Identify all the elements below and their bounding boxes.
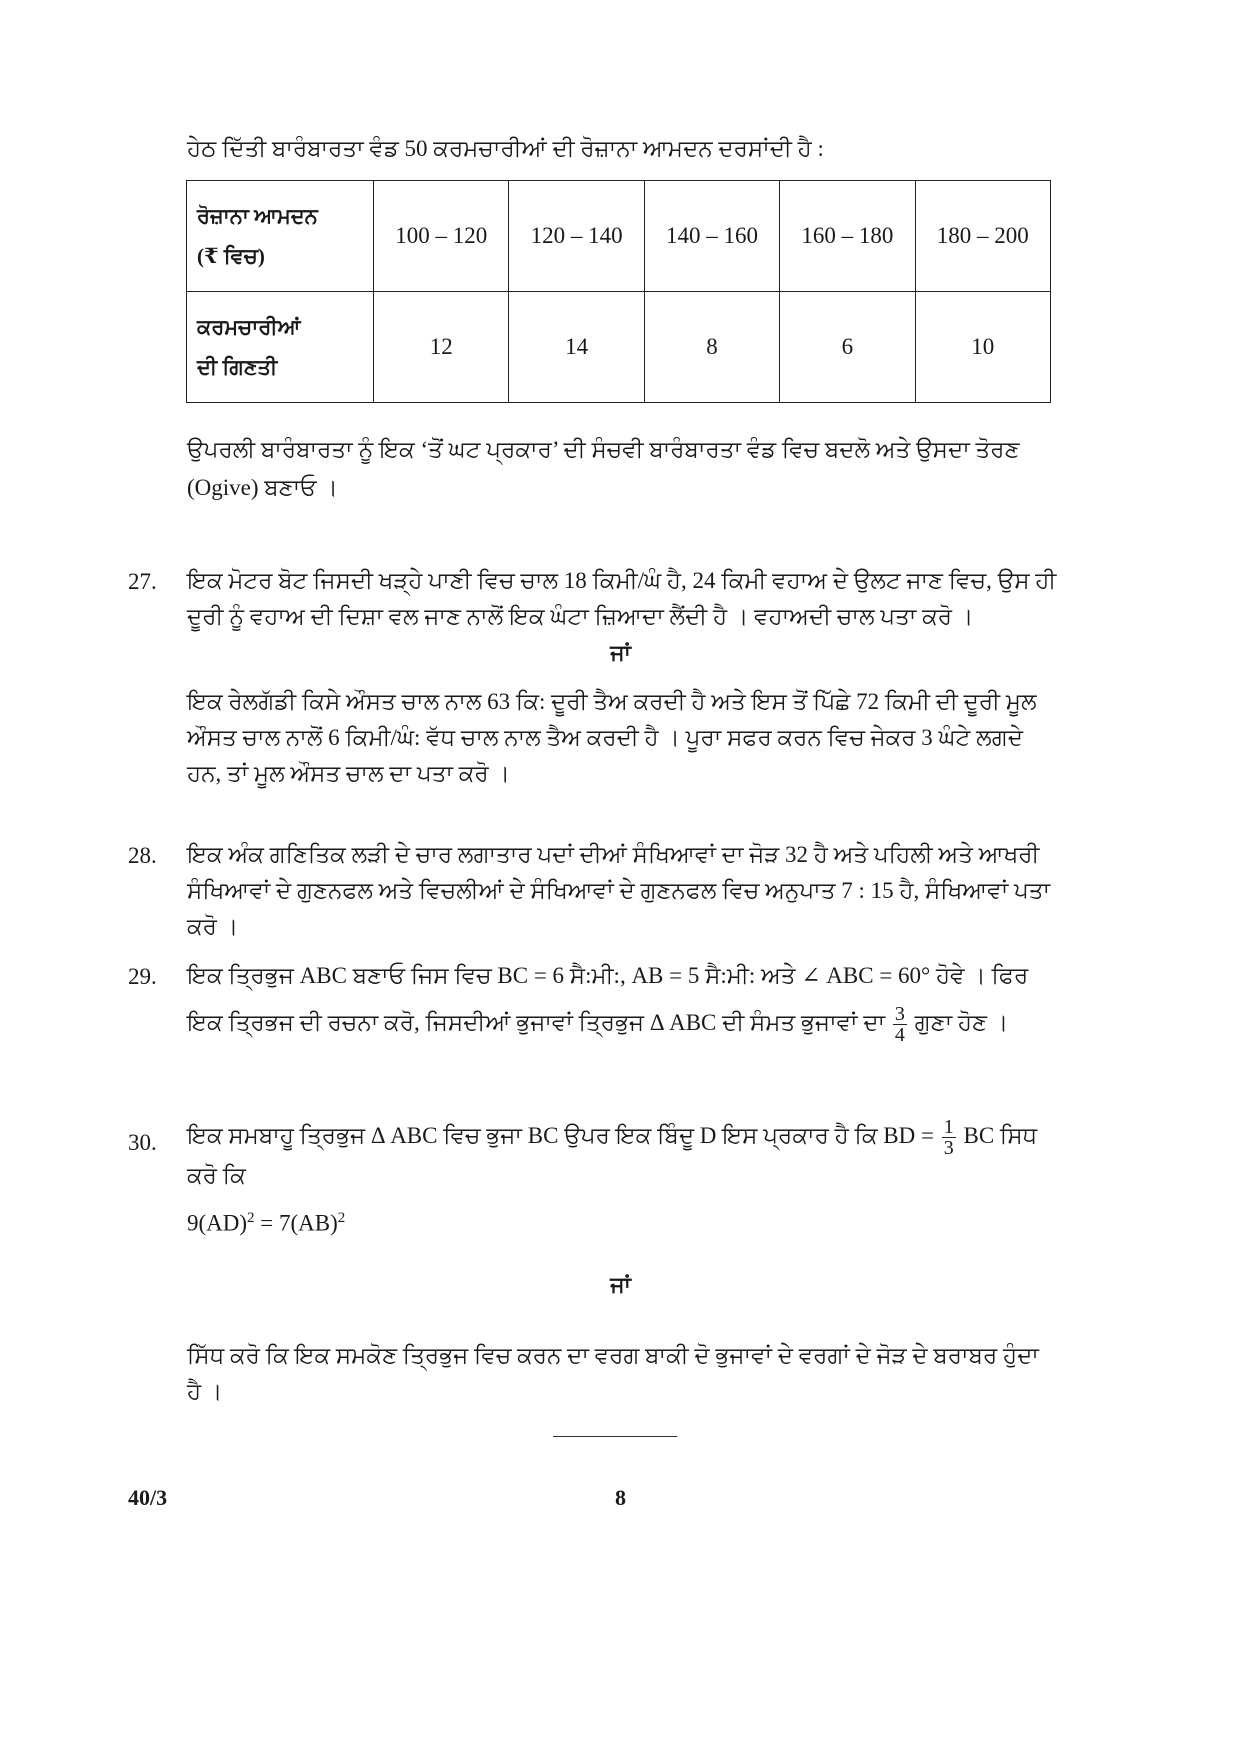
- question-28-text: ਇਕ ਅੰਕ ਗਣਿਤਿਕ ਲੜੀ ਦੇ ਚਾਰ ਲਗਾਤਾਰ ਪਦਾਂ ਦੀਆਂ ਸੰਖਿਆਵਾਂ ਦਾ ਜੋੜ 32 ਹੈ ਅਤੇ ਪਹਿਲੀ ਅਤੇ ਆਖਰੀ ਸੰਖਿਆਵਾਂ ਦੇ ਗੁਣਨਫਲ ਅਤੇ ਵਿਚਲੀਆਂ ਦੇ ਸੰਖਿਆਵਾਂ ਦੇ ਗੁਣਨਫਲ ਵਿਚ ਅਨੁਪਾਤ 7 : 15 ਹੈ, ਸੰਖਿਆਵਾਂ ਪਤਾ ਕਰੋ ।: [187, 842, 1051, 939]
- table-cell-count: 8: [644, 292, 779, 403]
- equation-exponent: 2: [337, 1210, 346, 1226]
- row-header-line: ਦੀ ਗਿਣਤੀ: [197, 355, 278, 379]
- table-cell-class: 160 – 180: [780, 181, 915, 292]
- question-29-line2: [187, 1004, 1057, 1045]
- q26-instruction: ਉਪਰਲੀ ਬਾਰੰਬਾਰਤਾ ਨੂੰ ਇਕ ‘ਤੋਂ ਘਟ ਪ੍ਰਕਾਰ’ ਦੀ ਸੰਚਵੀ ਬਾਰੰਬਾਰਤਾ ਵੰਡ ਵਿਚ ਬਦਲੋ ਅਤੇ ਉਸਦਾ ਤੋਰਣ (Ogive) ਬਣਾਓ ।: [187, 437, 1020, 500]
- table-row-income: [187, 181, 1051, 292]
- equation-exponent: 2: [247, 1210, 255, 1226]
- fraction-one-third: [942, 1117, 956, 1158]
- frequency-table: [186, 180, 1051, 403]
- question-29-line1: ਇਕ ਤ੍ਰਿਭੁਜ ABC ਬਣਾਓ ਜਿਸ ਵਿਚ BC = 6 ਸੈ:ਮੀ:, AB = 5 ਸੈ:ਮੀ: ਅਤੇ ∠ ABC = 60° ਹੋਵੇ । ਫਿਰ: [187, 963, 1029, 988]
- fraction-three-quarters: [893, 1004, 907, 1045]
- table-cell-class: 120 – 140: [509, 181, 644, 292]
- question-30-equation: [187, 1200, 1057, 1242]
- question-29-line2-pre: ਇਕ ਤ੍ਰਿਭਜ ਦੀ ਰਚਨਾ ਕਰੋ, ਜਿਸਦੀਆਂ ਭੁਜਾਵਾਂ ਤ੍ਰਿਭੁਜ Δ ABC ਦੀ ਸੰਮਤ ਭੁਜਾਵਾਂ ਦਾ: [187, 1009, 886, 1035]
- table-cell-count: 10: [915, 292, 1050, 403]
- fraction-numerator: 1: [943, 1116, 954, 1138]
- question-30-line1: [187, 1117, 1057, 1194]
- question-number: 30.: [128, 1130, 157, 1155]
- question-27-text: ਇਕ ਮੋਟਰ ਬੋਟ ਜਿਸਦੀ ਖੜ੍ਹੇ ਪਾਣੀ ਵਿਚ ਚਾਲ 18 ਕਿਮੀ/ਘੰ ਹੈ, 24 ਕਿਮੀ ਵਹਾਅ ਦੇ ਉਲਟ ਜਾਣ ਵਿਚ, ਉਸ ਹੀ ਦੂਰੀ ਨੂੰ ਵਹਾਅ ਦੀ ਦਿਸ਼ਾ ਵਲ ਜਾਣ ਨਾਲੋਂ ਇਕ ਘੰਟਾ ਜ਼ਿਆਦਾ ਲੈਂਦੀ ਹੈ । ਵਹਾਅਦੀ ਚਾਲ ਪਤਾ ਕਰੋ ।: [187, 568, 1057, 629]
- question-number: 27.: [128, 569, 157, 594]
- fraction-numerator: 3: [894, 1003, 905, 1025]
- end-rule: [553, 1436, 677, 1437]
- fraction-denominator: 4: [894, 1024, 905, 1046]
- question-30-line1-post: BC ਸਿਧ ਕਰੋ ਕਿ: [187, 1122, 1038, 1188]
- question-number: 28.: [128, 843, 157, 868]
- table-row-count: [187, 292, 1051, 403]
- question-27-alt-text: ਇਕ ਰੇਲਗੱਡੀ ਕਿਸੇ ਔਸਤ ਚਾਲ ਨਾਲ 63 ਕਿ: ਦੂਰੀ ਤੈਅ ਕਰਦੀ ਹੈ ਅਤੇ ਇਸ ਤੋਂ ਪਿੱਛੇ 72 ਕਿਮੀ ਦੀ ਦੂਰੀ ਮੂਲ ਔਸਤ ਚਾਲ ਨਾਲੋਂ 6 ਕਿਮੀ/ਘੰ: ਵੱਧ ਚਾਲ ਨਾਲ ਤੈਅ ਕਰਦੀ ਹੈ । ਪੂਰਾ ਸਫਰ ਕਰਨ ਵਿਚ ਜੇਕਰ 3 ਘੰਟੇ ਲਗਦੇ ਹਨ, ਤਾਂ ਮੂਲ ਔਸਤ ਚਾਲ ਦਾ ਪਤਾ ਕਰੋ ।: [187, 689, 1037, 786]
- page-number: 8: [615, 1485, 626, 1510]
- table-cell-count: 12: [374, 292, 509, 403]
- paper-code: 40/3: [128, 1485, 168, 1510]
- equation-left: 9(AD): [187, 1210, 248, 1236]
- or-separator: ਜਾਂ: [610, 640, 631, 665]
- equation-right: = 7(AB): [254, 1210, 338, 1236]
- intro-text: ਹੇਠ ਦਿੱਤੀ ਬਾਰੰਬਾਰਤਾ ਵੰਡ 50 ਕਰਮਚਾਰੀਆਂ ਦੀ ਰੋਜ਼ਾਨਾ ਆਮਦਨ ਦਰਸਾਂਦੀ ਹੈ :: [187, 136, 824, 161]
- table-cell-class: 100 – 120: [374, 181, 509, 292]
- table-cell-class: 140 – 160: [644, 181, 779, 292]
- table-cell-count: 6: [780, 292, 915, 403]
- question-29-line2-post: ਗੁਣਾ ਹੋਣ ।: [914, 1009, 1009, 1035]
- fraction-denominator: 3: [943, 1137, 954, 1159]
- question-number: 29.: [128, 964, 157, 989]
- table-cell-class: 180 – 200: [915, 181, 1050, 292]
- question-30-line1-pre: ਇਕ ਸਮਬਾਹੂ ਤ੍ਰਿਭੁਜ Δ ABC ਵਿਚ ਭੁਜਾ BC ਉਪਰ ਇਕ ਬਿੰਦੂ D ਇਸ ਪ੍ਰਕਾਰ ਹੈ ਕਿ BD =: [187, 1122, 934, 1148]
- row-header-line: ਰੋਜ਼ਾਨਾ ਆਮਦਨ: [197, 204, 318, 228]
- row-header-count: [187, 292, 374, 403]
- row-header-line: (₹ ਵਿਚ): [197, 244, 265, 268]
- question-30-alt-text: ਸਿੱਧ ਕਰੋ ਕਿ ਇਕ ਸਮਕੋਣ ਤ੍ਰਿਭੁਜ ਵਿਚ ਕਰਨ ਦਾ ਵਰਗ ਬਾਕੀ ਦੋ ਭੁਜਾਵਾਂ ਦੇ ਵਰਗਾਂ ਦੇ ਜੋੜ ਦੇ ਬਰਾਬਰ ਹੁੰਦਾ ਹੈ ।: [187, 1343, 1039, 1404]
- row-header-line: ਕਰਮਚਾਰੀਆਂ: [197, 315, 301, 339]
- table-cell-count: 14: [509, 292, 644, 403]
- row-header-income: [187, 181, 374, 292]
- or-separator: ਜਾਂ: [610, 1272, 631, 1297]
